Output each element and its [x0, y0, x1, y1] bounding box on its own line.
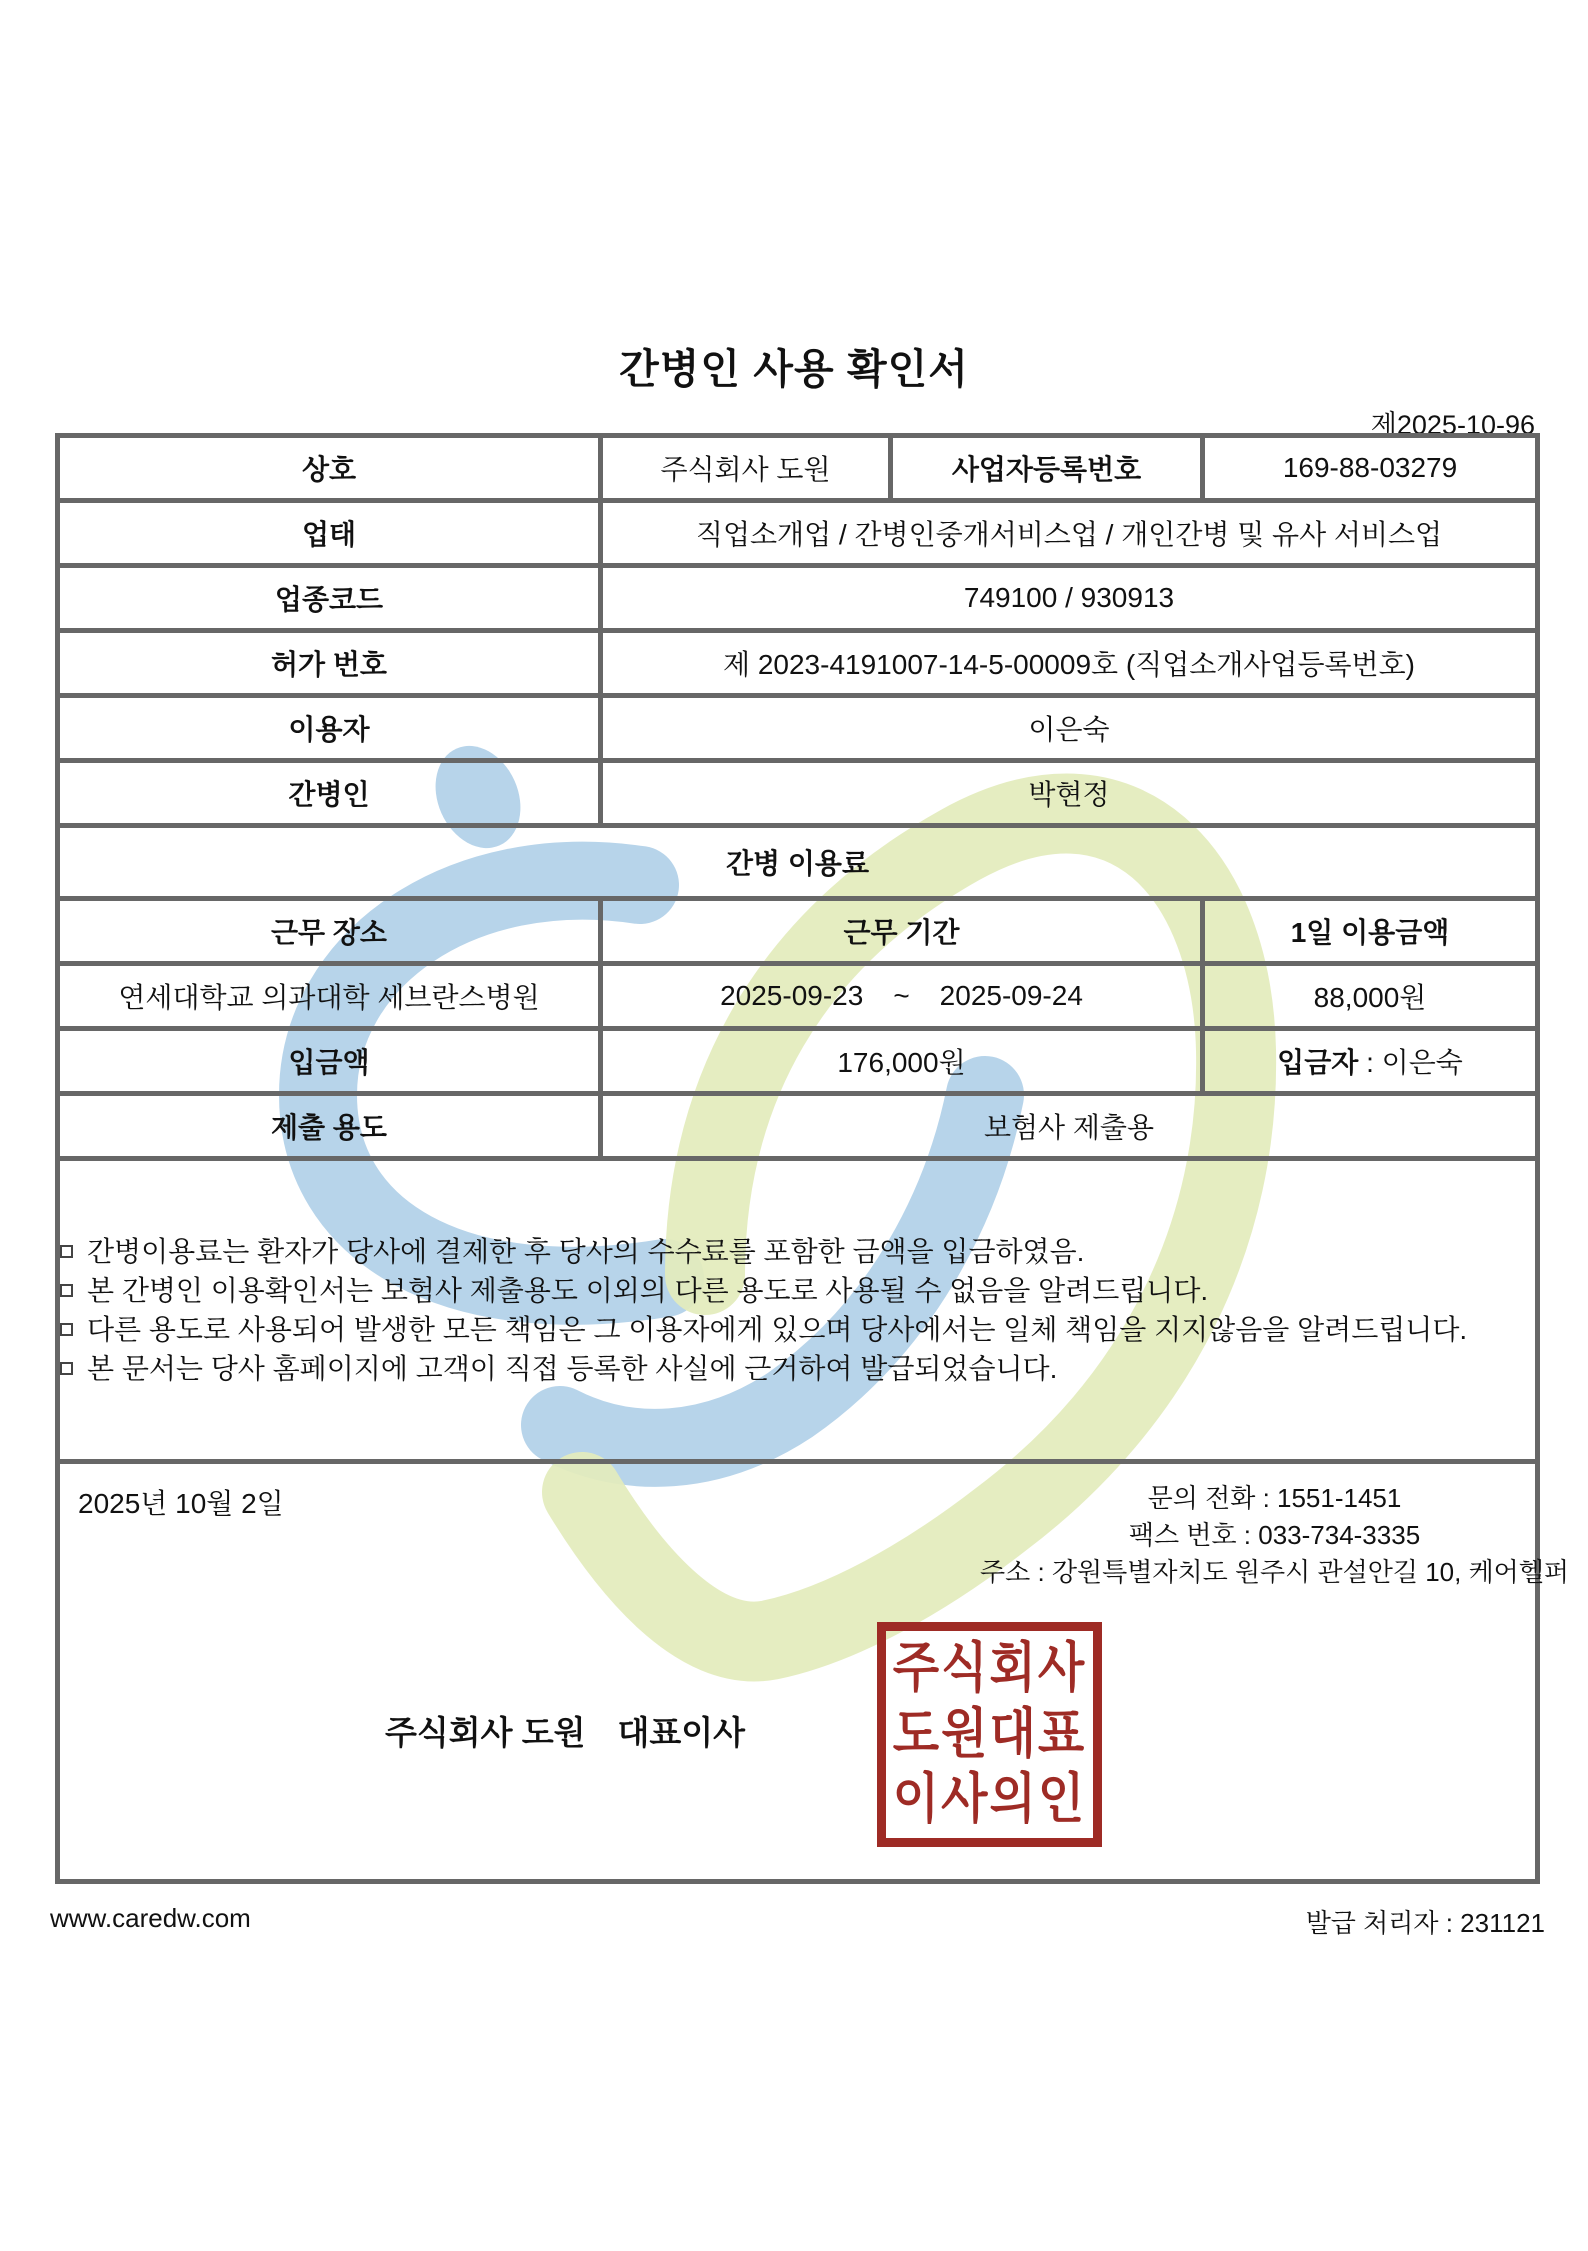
- business-type-value: 직업소개업 / 간병인중개서비스업 / 개인간병 및 유사 서비스업: [601, 501, 1538, 566]
- period-end: 2025-09-24: [939, 980, 1083, 1011]
- table-row-fee-section-title: [58, 826, 1538, 899]
- table-row-bottom: [58, 1462, 1538, 1882]
- website-url: www.caredw.com: [50, 1903, 251, 1933]
- payer-label: 입금자: [1277, 1047, 1359, 1078]
- user-value: 이은숙: [601, 696, 1538, 761]
- table-row-industry-code: [58, 566, 1538, 631]
- square-bullet-icon: [60, 1284, 73, 1297]
- caregiver-value: 박현정: [601, 761, 1538, 826]
- signature-company: 주식회사 도원: [385, 1714, 586, 1751]
- signature-role: 대표이사: [617, 1714, 745, 1751]
- fee-section-title: 간병 이용료: [58, 826, 1538, 899]
- table-row-caregiver: [58, 761, 1538, 826]
- table-row-deposit: [58, 1029, 1538, 1094]
- table-row-license: [58, 631, 1538, 696]
- payer-cell: [1203, 1029, 1538, 1094]
- table-row-company: [58, 436, 1538, 501]
- deposit-label: 입금액: [58, 1029, 601, 1094]
- business-type-label: 업태: [58, 501, 601, 566]
- work-period-value: [601, 964, 1203, 1029]
- industry-code-label: 업종코드: [58, 566, 601, 631]
- issuer-id: 발급 처리자 : 231121: [1305, 1908, 1545, 1938]
- confirmation-table: [55, 433, 1570, 1884]
- industry-code-value: 749100 / 930913: [601, 566, 1538, 631]
- note-item: [60, 1310, 1535, 1349]
- caregiver-label: 간병인: [58, 761, 601, 826]
- document-number: 제2025-10-96: [1370, 410, 1535, 440]
- contact-phone: 문의 전화 : 1551-1451: [1147, 1483, 1402, 1513]
- business-regno-label: 사업자등록번호: [891, 436, 1203, 501]
- note-text: 다른 용도로 사용되어 발생한 모든 책임은 그 이용자에게 있으며 당사에서는 일체 책임을 지지않음을 알려드립니다.: [87, 1314, 1468, 1345]
- user-label: 이용자: [58, 696, 601, 761]
- square-bullet-icon: [60, 1362, 73, 1375]
- note-text: 본 간병인 이용확인서는 보험사 제출용도 이외의 다른 용도로 사용될 수 없음을 알려드립니다.: [87, 1275, 1209, 1306]
- note-item: [60, 1271, 1535, 1310]
- issue-date: 2025년 10월 2일: [78, 1488, 284, 1519]
- work-place-header: 근무 장소: [58, 899, 601, 964]
- work-place-value: 연세대학교 의과대학 세브란스병원: [58, 964, 601, 1029]
- table-row-fee-values: [58, 964, 1538, 1029]
- license-number-label: 허가 번호: [58, 631, 601, 696]
- square-bullet-icon: [60, 1323, 73, 1336]
- table-row-notes: [58, 1159, 1538, 1462]
- daily-fee-header: 1일 이용금액: [1203, 899, 1538, 964]
- table-row-business-type: [58, 501, 1538, 566]
- square-bullet-icon: [60, 1245, 73, 1258]
- company-name-label: 상호: [58, 436, 601, 501]
- company-name-value: 주식회사 도원: [601, 436, 891, 501]
- signature-line: [315, 1707, 815, 1754]
- contact-fax: 팩스 번호 : 033-734-3335: [1128, 1520, 1421, 1550]
- seal-text-row: 도원대표: [892, 1704, 1087, 1764]
- payer-name: 이은숙: [1381, 1047, 1463, 1078]
- work-period-header: 근무 기간: [601, 899, 1203, 964]
- seal-text-row: 주식회사: [892, 1638, 1087, 1698]
- seal-text-row: 이사의인: [892, 1770, 1087, 1830]
- purpose-label: 제출 용도: [58, 1094, 601, 1159]
- note-item: [60, 1232, 1535, 1271]
- table-row-user: [58, 696, 1538, 761]
- table-row-fee-headers: [58, 899, 1538, 964]
- note-text: 간병이용료는 환자가 당사에 결제한 후 당사의 수수료를 포함한 금액을 입금하였음.: [87, 1236, 1085, 1267]
- deposit-amount: 176,000원: [601, 1029, 1203, 1094]
- notes-box: [58, 1159, 1538, 1462]
- purpose-value: 보험사 제출용: [601, 1094, 1538, 1159]
- period-start: 2025-09-23: [720, 980, 864, 1011]
- contact-address: 주소 : 강원특별자치도 원주시 관설안길 10, 케어헬퍼: [980, 1557, 1570, 1587]
- bottom-box: [58, 1462, 1570, 1882]
- table-row-purpose: [58, 1094, 1538, 1159]
- license-number-value: 제 2023-4191007-14-5-00009호 (직업소개사업등록번호): [601, 631, 1538, 696]
- note-text: 본 문서는 당사 홈페이지에 고객이 직접 등록한 사실에 근거하여 발급되었습니다.: [87, 1353, 1058, 1384]
- note-item: [60, 1349, 1535, 1388]
- contact-block: [980, 1480, 1569, 1591]
- payer-separator: :: [1358, 1047, 1382, 1078]
- page-title: 간병인 사용 확인서: [619, 346, 969, 392]
- corporate-seal: [877, 1622, 1102, 1847]
- business-regno-value: 169-88-03279: [1203, 436, 1538, 501]
- period-separator: ~: [893, 980, 910, 1011]
- daily-fee-value: 88,000원: [1203, 964, 1538, 1029]
